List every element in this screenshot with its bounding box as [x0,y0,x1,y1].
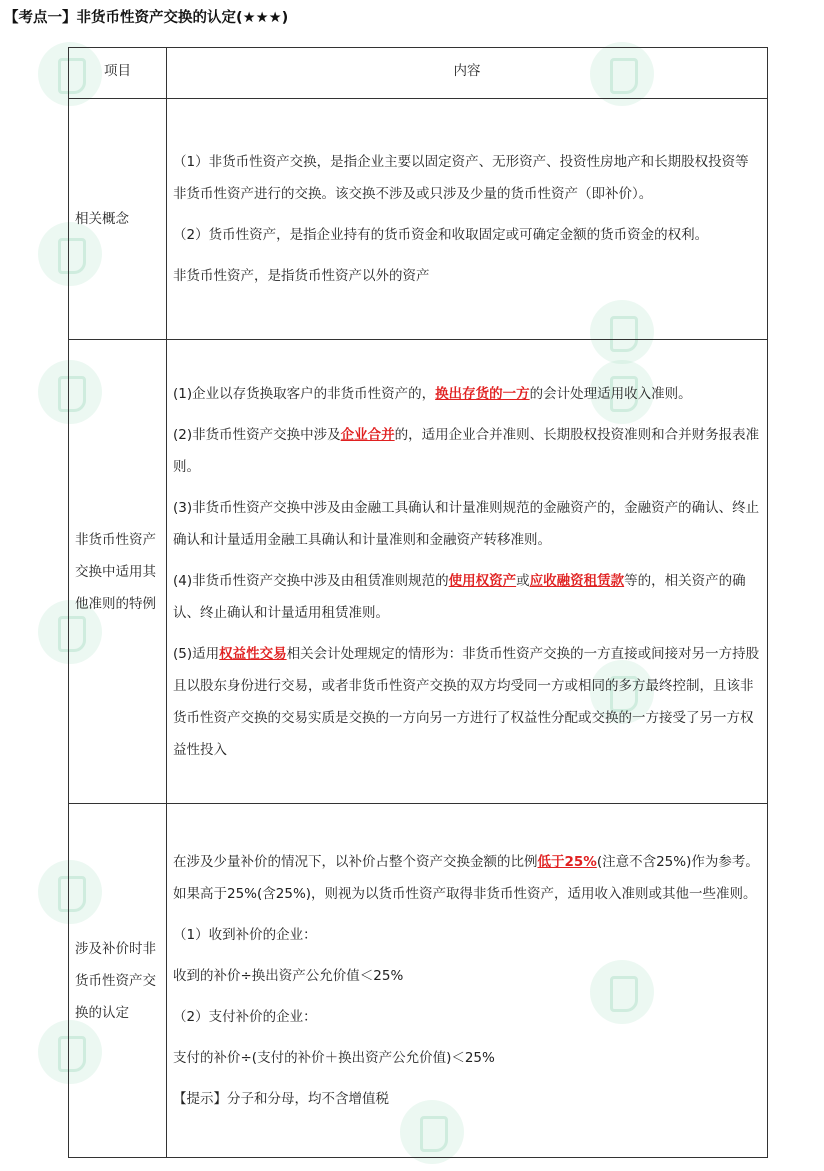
row-content [167,804,768,1158]
text: (注意不含25%)作为参考。如果高于25%(含25%)，则视为以货币性资产取得非货币性资产，适用收入准则或其他一些准则。 [173,854,759,902]
text: (4)非货币性资产交换中涉及由租赁准则规范的 [173,572,449,589]
paragraph: (3)非货币性资产交换中涉及由金融工具确认和计量准则规范的金融资产的，金融资产的确认、终止确认和计量适用金融工具确认和计量准则和金融资产转移准则。 [173,499,760,548]
highlight-text: 低于25% [537,854,597,870]
paragraph [173,419,761,483]
paragraph: 收到的补价÷换出资产公允价值＜25% [173,968,404,984]
paragraph [173,846,761,910]
text: 等的，相关资产的确认、终止确认和计量适用租赁准则。 [173,572,746,621]
text: (1)企业以存货换取客户的非货币性资产的， [173,385,436,402]
highlight-text: 使用权资产 [448,572,517,589]
row-item-label: 涉及补价时非货币性资产交换的认定 [69,804,167,1158]
highlight-text: 换出存货的一方 [435,385,530,402]
row-content [167,340,768,804]
table-row [69,804,768,1158]
paragraph [173,638,761,766]
row-item-label: 非货币性资产交换中适用其他准则的特例 [69,340,167,804]
paragraph: 【提示】分子和分母，均不含增值税 [173,1091,389,1107]
paragraph: 支付的补价÷(支付的补价＋换出资产公允价值)＜25% [173,1050,495,1066]
text: 的，适用企业合并准则、长期股权投资准则和合并财务报表准则。 [173,426,760,475]
paragraph [173,378,761,410]
paragraph: （1）收到补价的企业： [173,927,317,943]
page-title: 【考点一】非货币性资产交换的认定(★★★) [4,10,289,26]
highlight-text: 企业合并 [340,426,395,443]
text: 在涉及少量补价的情况下，以补价占整个资产交换金额的比例 [173,854,538,870]
paragraph [173,565,761,629]
highlight-text: 权益性交易 [219,645,287,662]
paragraph: （2）支付补价的企业： [173,1009,317,1025]
text: 的会计处理适用收入准则。 [529,385,692,402]
paragraph: （1）非货币性资产交换，是指企业主要以固定资产、无形资产、投资性房地产和长期股权投资等非货币性资产进行的交换。该交换不涉及或只涉及少量的货币性资产（即补价）。 [173,154,749,202]
table-row [69,340,768,804]
paragraph: 非货币性资产，是指货币性资产以外的资产 [173,268,430,284]
header-content: 内容 [167,48,768,99]
knowledge-table [68,47,768,1158]
paragraph: （2）货币性资产，是指企业持有的货币资金和收取固定或可确定金额的货币资金的权利。 [173,227,709,243]
text: 相关会计处理规定的情形为：非货币性资产交换的一方直接或间接对另一方持股且以股东身份进行交易，或者非货币性资产交换的双方均受同一方或相同的多方最终控制，且该非货币性资产交换的交易实质是交换的一方向另一方进行了权益性分配或交换的一方接受了另一方权益性投入 [173,645,760,758]
header-item: 项目 [69,48,167,99]
table-row [69,99,768,340]
row-content [167,99,768,340]
text: (2)非货币性资产交换中涉及 [173,426,341,443]
table-header-row [69,48,768,99]
row-item-label: 相关概念 [69,99,167,340]
highlight-text: 应收融资租赁款 [529,572,625,589]
text: 或 [516,572,530,589]
text: (5)适用 [173,645,220,662]
